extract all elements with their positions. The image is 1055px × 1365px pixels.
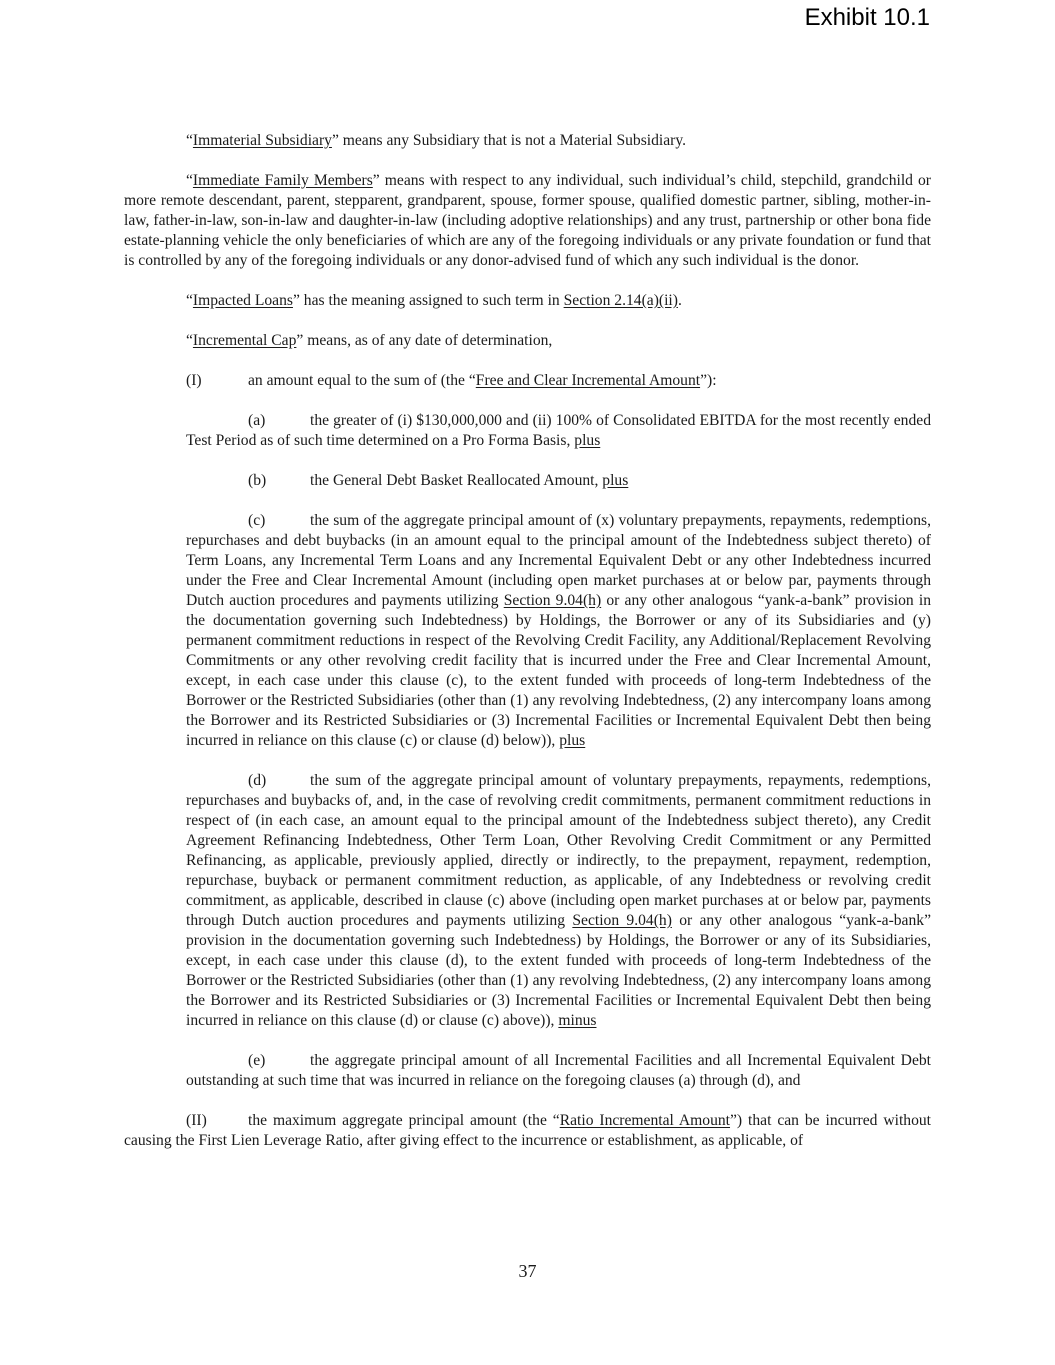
- section-reference: Section 9.04(h): [503, 592, 602, 609]
- definition-impacted-loans: [124, 291, 931, 311]
- section-reference: Section 9.04(h): [572, 912, 672, 929]
- document-body: [124, 131, 931, 1171]
- open-quote: “: [186, 292, 193, 309]
- clause-text: the greater of (i) $130,000,000 and (ii) 100% of Consolidated EBITDA for the most recently ended Test Period as of such time determined on a Pro Forma Basis,: [186, 412, 931, 449]
- open-quote: “: [186, 132, 193, 149]
- exhibit-label: Exhibit 10.1: [804, 4, 930, 31]
- defined-term: Immaterial Subsidiary: [192, 132, 332, 149]
- clause-tag: (c): [248, 512, 266, 529]
- clause-tag: (II): [186, 1112, 207, 1129]
- clause-text: the aggregate principal amount of all Incremental Facilities and all Incremental Equivalent Debt outstanding at such time that was incurred in reliance on the foregoing clauses (a) through (d), and: [186, 1052, 931, 1089]
- clause-tag: (I): [186, 372, 202, 389]
- defined-term: Immediate Family Members: [192, 172, 373, 189]
- definition-text: ” has the meaning assigned to such term in: [292, 292, 564, 309]
- defined-term: Ratio Incremental Amount: [559, 1112, 731, 1129]
- conjunction: plus: [602, 472, 629, 489]
- clause-tag: (b): [248, 472, 267, 489]
- clause-text: the General Debt Basket Reallocated Amount,: [310, 472, 603, 489]
- clause-tag: (d): [248, 772, 267, 789]
- clause-e: [186, 1051, 931, 1091]
- definition-text: ” means, as of any date of determination,: [296, 332, 553, 349]
- open-quote: “: [186, 332, 193, 349]
- conjunction: plus: [559, 732, 586, 749]
- defined-term: Free and Clear Incremental Amount: [475, 372, 701, 389]
- defined-term: Impacted Loans: [192, 292, 293, 309]
- period: .: [677, 292, 682, 309]
- clause-I: [124, 371, 931, 391]
- clause-text-continued: or any other analogous “yank-a-bank” provision in the documentation governing such Indebtedness) by Holdings, the Borrower or any of its Subsidiaries, except, in each case under this clause (d), to the extent funded with proceeds of long-term Indebtedness of the Borrower or the Restricted Subsidiaries (other than (1) any revolving Indebtedness, (2) any intercompany loans among the Borrower and its Restricted Subsidiaries or (3) Incremental Facilities or Incremental Equivalent Debt then being incurred in reliance on this clause (d) or clause (c) above)),: [186, 912, 931, 1029]
- open-quote: “: [186, 172, 193, 189]
- clause-text-continued: or any other analogous “yank-a-bank” provision in the documentation governing such Indebtedness) by Holdings, the Borrower or any of its Subsidiaries and (y) permanent commitment reductions in respect of the Revolving Credit Facility, any Additional/Replacement Revolving Commitments or any other revolving credit facility that is incurred under the Free and Clear Incremental Amount, except, in each case under this clause (c), to the extent funded with proceeds of long-term Indebtedness of the Borrower or the Restricted Subsidiaries (other than (1) any revolving Indebtedness, (2) any intercompany loans among the Borrower and its Restricted Subsidiaries or (3) Incremental Facilities or Incremental Equivalent Debt then being incurred in reliance on this clause (c) or clause (d) below)),: [186, 592, 931, 749]
- clause-b: [186, 471, 931, 491]
- clause-text: the maximum aggregate principal amount (the “: [248, 1112, 560, 1129]
- definition-text: ” means with respect to any individual, such individual’s child, stepchild, grandchild or more remote descendant, parent, stepparent, grandparent, spouse, former spouse, qualified domestic partner, sibling, mother-in-law, father-in-law, son-in-law and daughter-in-law (including adoptive relationships) and any trust, partnership or other bona fide estate-planning vehicle the only beneficiaries of which are any of the foregoing individuals or any private foundation or fund that is controlled by any of the foregoing individuals or any donor-advised fund of which any such individual is the donor.: [124, 172, 931, 269]
- conjunction: minus: [558, 1012, 597, 1029]
- defined-term: Incremental Cap: [192, 332, 297, 349]
- clause-text: an amount equal to the sum of (the “: [248, 372, 476, 389]
- definition-text: ” means any Subsidiary that is not a Material Subsidiary.: [331, 132, 687, 149]
- conjunction: plus: [574, 432, 601, 449]
- section-reference: Section 2.14(a)(ii): [563, 292, 678, 309]
- clause-text: the sum of the aggregate principal amount of (x) voluntary prepayments, repayments, redemptions, repurchases and debt buybacks (in an amount equal to the principal amount of the Indebtedness subject thereto) of Term Loans, any Incremental Term Loans and any Incremental Equivalent Debt or any other Indebtedness incurred under the Free and Clear Incremental Amount (including open market purchases at or below par, payments through Dutch auction procedures and payments utilizing: [186, 512, 931, 609]
- clause-a: [186, 411, 931, 451]
- definition-immediate-family-members: [124, 171, 931, 271]
- page-number: 37: [518, 1261, 537, 1281]
- clause-II: [124, 1111, 931, 1151]
- clause-text-end: ”):: [700, 372, 717, 389]
- definition-incremental-cap: [124, 331, 931, 351]
- clause-c: [186, 511, 931, 751]
- definition-immaterial-subsidiary: [124, 131, 931, 151]
- clause-d: [186, 771, 931, 1031]
- clause-tag: (a): [248, 412, 266, 429]
- clause-tag: (e): [248, 1052, 266, 1069]
- clause-text-end: ”) that can be incurred without causing the First Lien Leverage Ratio, after giving effect to the incurrence or establishment, as applicable, of: [124, 1112, 932, 1149]
- clause-text: the sum of the aggregate principal amount of voluntary prepayments, repayments, redemptions, repurchases and buybacks of, and, in the case of revolving credit commitments, permanent commitment reductions in respect of (in each case, an amount equal to the principal amount of the Indebtedness subject thereto), any Credit Agreement Refinancing Indebtedness, Other Term Loan, Other Revolving Credit Commitment or any Permitted Refinancing, as applicable, previously applied, directly or indirectly, to the prepayment, repayment, redemption, repurchase, buyback or permanent commitment reduction, as applicable, of any Indebtedness or revolving credit commitment, as applicable, described in clause (c) above (including open market purchases at or below par, payments through Dutch auction procedures and payments utilizing: [186, 772, 931, 929]
